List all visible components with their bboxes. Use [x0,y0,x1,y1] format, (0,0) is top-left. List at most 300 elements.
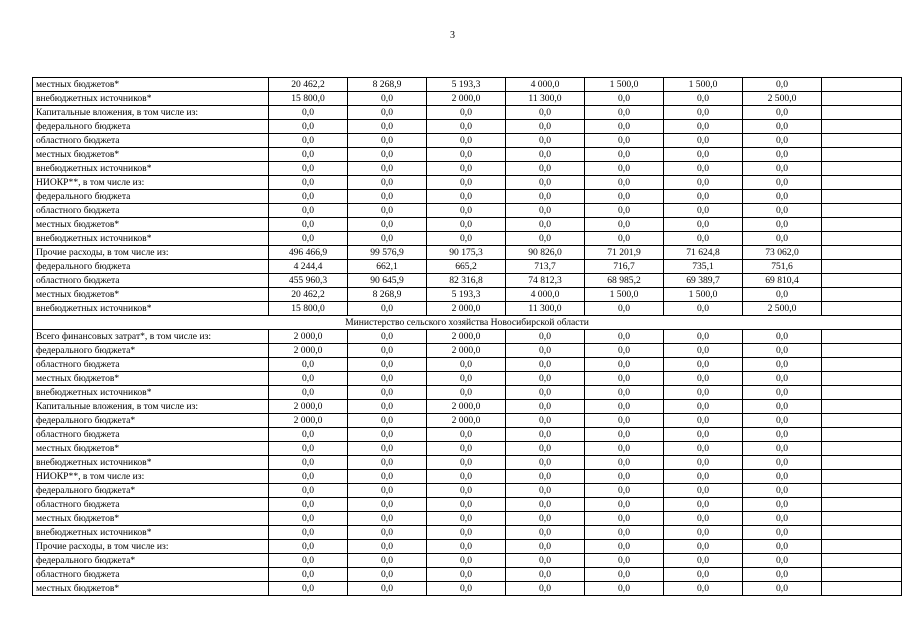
value-cell: 0,0 [427,526,506,540]
table-row [33,554,902,568]
value-cell: 0,0 [664,358,743,372]
row-label: областного бюджета [33,568,269,582]
value-cell: 0,0 [585,358,664,372]
value-cell: 1 500,0 [585,288,664,302]
value-cell: 0,0 [506,414,585,428]
value-cell: 0,0 [269,568,348,582]
row-label: внебюджетных источников* [33,92,269,106]
empty-cell [822,274,902,288]
empty-cell [822,386,902,400]
table-row [33,386,902,400]
value-cell: 0,0 [427,372,506,386]
table-row [33,218,902,232]
value-cell: 0,0 [506,484,585,498]
value-cell: 0,0 [348,190,427,204]
value-cell: 0,0 [743,232,822,246]
value-cell: 0,0 [427,512,506,526]
value-cell: 0,0 [506,106,585,120]
value-cell: 0,0 [743,386,822,400]
value-cell: 0,0 [348,358,427,372]
row-label: внебюджетных источников* [33,162,269,176]
empty-cell [822,330,902,344]
value-cell: 0,0 [585,302,664,316]
table-row [33,106,902,120]
value-cell: 0,0 [427,386,506,400]
value-cell: 69 810,4 [743,274,822,288]
value-cell: 2 000,0 [427,330,506,344]
value-cell: 0,0 [585,442,664,456]
row-label: федерального бюджета* [33,554,269,568]
value-cell: 0,0 [664,190,743,204]
value-cell: 0,0 [664,428,743,442]
value-cell: 0,0 [348,148,427,162]
value-cell: 0,0 [664,302,743,316]
empty-cell [822,260,902,274]
value-cell: 0,0 [348,498,427,512]
value-cell: 0,0 [348,540,427,554]
value-cell: 0,0 [506,386,585,400]
value-cell: 0,0 [348,512,427,526]
value-cell: 0,0 [427,568,506,582]
value-cell: 0,0 [269,540,348,554]
value-cell: 0,0 [664,386,743,400]
value-cell: 2 000,0 [269,344,348,358]
value-cell: 0,0 [743,120,822,134]
value-cell: 0,0 [506,232,585,246]
table-row [33,512,902,526]
table-row [33,400,902,414]
value-cell: 0,0 [269,582,348,596]
table-row [33,148,902,162]
value-cell: 0,0 [585,400,664,414]
value-cell: 0,0 [348,428,427,442]
value-cell: 0,0 [506,400,585,414]
empty-cell [822,148,902,162]
table-row [33,498,902,512]
value-cell: 11 300,0 [506,302,585,316]
value-cell: 4 244,4 [269,260,348,274]
row-label: внебюджетных источников* [33,302,269,316]
empty-cell [822,246,902,260]
value-cell: 0,0 [664,148,743,162]
table-row [33,246,902,260]
value-cell: 0,0 [506,344,585,358]
value-cell: 68 985,2 [585,274,664,288]
value-cell: 0,0 [269,484,348,498]
table-row [33,162,902,176]
row-label: областного бюджета [33,204,269,218]
value-cell: 0,0 [743,442,822,456]
value-cell: 0,0 [506,148,585,162]
value-cell: 0,0 [348,582,427,596]
table-row [33,302,902,316]
value-cell: 0,0 [664,120,743,134]
empty-cell [822,232,902,246]
value-cell: 0,0 [664,456,743,470]
empty-cell [822,526,902,540]
value-cell: 0,0 [506,540,585,554]
value-cell: 0,0 [585,232,664,246]
value-cell: 0,0 [348,372,427,386]
row-label: местных бюджетов* [33,148,269,162]
value-cell: 0,0 [348,92,427,106]
value-cell: 0,0 [585,470,664,484]
empty-cell [822,190,902,204]
value-cell: 0,0 [348,218,427,232]
row-label: внебюджетных источников* [33,456,269,470]
value-cell: 2 500,0 [743,92,822,106]
value-cell: 0,0 [506,190,585,204]
row-label: внебюджетных источников* [33,386,269,400]
value-cell: 0,0 [585,526,664,540]
value-cell: 71 201,9 [585,246,664,260]
value-cell: 662,1 [348,260,427,274]
empty-cell [822,512,902,526]
row-label: местных бюджетов* [33,372,269,386]
value-cell: 0,0 [664,568,743,582]
value-cell: 713,7 [506,260,585,274]
value-cell: 0,0 [585,190,664,204]
value-cell: 0,0 [506,512,585,526]
value-cell: 0,0 [743,190,822,204]
value-cell: 0,0 [664,470,743,484]
value-cell: 0,0 [269,232,348,246]
value-cell: 15 800,0 [269,302,348,316]
empty-cell [822,162,902,176]
empty-cell [822,344,902,358]
table-row [33,288,902,302]
value-cell: 0,0 [743,204,822,218]
table-row [33,232,902,246]
value-cell: 665,2 [427,260,506,274]
value-cell: 0,0 [269,554,348,568]
value-cell: 2 000,0 [427,92,506,106]
value-cell: 0,0 [427,484,506,498]
value-cell: 0,0 [743,400,822,414]
value-cell: 0,0 [348,414,427,428]
value-cell: 0,0 [427,120,506,134]
value-cell: 0,0 [664,344,743,358]
value-cell: 0,0 [506,204,585,218]
table-row [33,456,902,470]
empty-cell [822,442,902,456]
value-cell: 0,0 [348,162,427,176]
value-cell: 0,0 [506,330,585,344]
row-label: областного бюджета [33,134,269,148]
value-cell: 0,0 [743,512,822,526]
value-cell: 0,0 [269,106,348,120]
value-cell: 0,0 [427,218,506,232]
value-cell: 20 462,2 [269,288,348,302]
row-label: внебюджетных источников* [33,526,269,540]
value-cell: 0,0 [506,456,585,470]
value-cell: 0,0 [348,204,427,218]
value-cell: 0,0 [664,218,743,232]
value-cell: 0,0 [269,134,348,148]
value-cell: 0,0 [506,428,585,442]
value-cell: 0,0 [348,442,427,456]
row-label: федерального бюджета* [33,484,269,498]
value-cell: 0,0 [348,232,427,246]
value-cell: 0,0 [664,176,743,190]
value-cell: 0,0 [664,162,743,176]
value-cell: 0,0 [506,526,585,540]
value-cell: 0,0 [585,344,664,358]
value-cell: 0,0 [585,540,664,554]
table-row [33,540,902,554]
table-row [33,526,902,540]
empty-cell [822,92,902,106]
value-cell: 0,0 [269,204,348,218]
value-cell: 0,0 [348,456,427,470]
value-cell: 0,0 [664,484,743,498]
value-cell: 0,0 [743,134,822,148]
value-cell: 0,0 [743,106,822,120]
table-row [33,330,902,344]
row-label: Всего финансовых затрат*, в том числе из: [33,330,269,344]
value-cell: 0,0 [664,204,743,218]
value-cell: 0,0 [664,330,743,344]
value-cell: 11 300,0 [506,92,585,106]
value-cell: 2 000,0 [269,414,348,428]
value-cell: 0,0 [664,372,743,386]
value-cell: 0,0 [664,442,743,456]
value-cell: 4 000,0 [506,288,585,302]
value-cell: 0,0 [585,484,664,498]
value-cell: 0,0 [269,386,348,400]
row-label: областного бюджета [33,274,269,288]
table-row [33,442,902,456]
value-cell: 90 645,9 [348,274,427,288]
table-row [33,204,902,218]
table-row [33,470,902,484]
value-cell: 0,0 [506,582,585,596]
value-cell: 99 576,9 [348,246,427,260]
value-cell: 0,0 [348,344,427,358]
value-cell: 0,0 [585,372,664,386]
value-cell: 0,0 [664,554,743,568]
value-cell: 0,0 [348,330,427,344]
value-cell: 0,0 [427,106,506,120]
value-cell: 0,0 [506,120,585,134]
value-cell: 0,0 [427,456,506,470]
value-cell: 0,0 [269,512,348,526]
budget-table [32,77,902,596]
empty-cell [822,120,902,134]
value-cell: 1 500,0 [664,288,743,302]
value-cell: 0,0 [427,190,506,204]
value-cell: 0,0 [269,190,348,204]
row-label: федерального бюджета [33,120,269,134]
value-cell: 0,0 [743,330,822,344]
value-cell: 0,0 [427,204,506,218]
empty-cell [822,106,902,120]
value-cell: 74 812,3 [506,274,585,288]
empty-cell [822,288,902,302]
row-label: федерального бюджета* [33,414,269,428]
value-cell: 0,0 [506,498,585,512]
value-cell: 0,0 [348,106,427,120]
value-cell: 0,0 [427,232,506,246]
value-cell: 0,0 [427,498,506,512]
value-cell: 0,0 [269,428,348,442]
value-cell: 5 193,3 [427,288,506,302]
value-cell: 0,0 [585,218,664,232]
row-label: Капитальные вложения, в том числе из: [33,106,269,120]
value-cell: 0,0 [585,456,664,470]
value-cell: 0,0 [664,232,743,246]
value-cell: 0,0 [506,568,585,582]
value-cell: 0,0 [585,582,664,596]
value-cell: 73 062,0 [743,246,822,260]
value-cell: 0,0 [427,470,506,484]
row-label: местных бюджетов* [33,218,269,232]
table-row [33,120,902,134]
value-cell: 0,0 [427,134,506,148]
value-cell: 0,0 [743,498,822,512]
value-cell: 0,0 [506,358,585,372]
value-cell: 0,0 [664,498,743,512]
table-row [33,568,902,582]
table-row [33,176,902,190]
section-title: Министерство сельского хозяйства Новосибирской области [33,316,902,330]
value-cell: 1 500,0 [664,78,743,92]
empty-cell [822,218,902,232]
value-cell: 0,0 [269,358,348,372]
table-row [33,92,902,106]
value-cell: 0,0 [427,176,506,190]
empty-cell [822,456,902,470]
value-cell: 0,0 [664,92,743,106]
value-cell: 0,0 [743,288,822,302]
value-cell: 0,0 [743,554,822,568]
value-cell: 0,0 [585,554,664,568]
value-cell: 0,0 [348,526,427,540]
value-cell: 0,0 [743,78,822,92]
value-cell: 0,0 [427,540,506,554]
row-label: местных бюджетов* [33,288,269,302]
empty-cell [822,302,902,316]
value-cell: 69 389,7 [664,274,743,288]
value-cell: 0,0 [427,358,506,372]
value-cell: 0,0 [664,134,743,148]
empty-cell [822,372,902,386]
empty-cell [822,470,902,484]
row-label: местных бюджетов* [33,442,269,456]
table-row [33,344,902,358]
row-label: местных бюджетов* [33,582,269,596]
empty-cell [822,428,902,442]
value-cell: 0,0 [743,526,822,540]
value-cell: 0,0 [348,400,427,414]
value-cell: 0,0 [427,554,506,568]
value-cell: 0,0 [585,512,664,526]
value-cell: 0,0 [664,540,743,554]
value-cell: 0,0 [269,120,348,134]
table-row [33,78,902,92]
value-cell: 2 000,0 [269,400,348,414]
value-cell: 0,0 [427,148,506,162]
value-cell: 0,0 [348,484,427,498]
value-cell: 0,0 [585,414,664,428]
value-cell: 0,0 [585,176,664,190]
value-cell: 0,0 [743,148,822,162]
value-cell: 0,0 [506,162,585,176]
value-cell: 0,0 [664,582,743,596]
value-cell: 0,0 [743,540,822,554]
value-cell: 0,0 [585,120,664,134]
empty-cell [822,78,902,92]
empty-cell [822,540,902,554]
value-cell: 0,0 [348,568,427,582]
value-cell: 0,0 [743,456,822,470]
value-cell: 0,0 [585,162,664,176]
value-cell: 0,0 [743,358,822,372]
value-cell: 0,0 [743,568,822,582]
value-cell: 0,0 [743,428,822,442]
value-cell: 0,0 [585,106,664,120]
value-cell: 735,1 [664,260,743,274]
value-cell: 0,0 [506,554,585,568]
value-cell: 0,0 [348,386,427,400]
row-label: внебюджетных источников* [33,232,269,246]
empty-cell [822,204,902,218]
value-cell: 0,0 [664,512,743,526]
empty-cell [822,554,902,568]
value-cell: 0,0 [506,442,585,456]
value-cell: 0,0 [348,134,427,148]
empty-cell [822,484,902,498]
value-cell: 90 826,0 [506,246,585,260]
empty-cell [822,568,902,582]
value-cell: 0,0 [269,176,348,190]
value-cell: 71 624,8 [664,246,743,260]
value-cell: 0,0 [269,372,348,386]
row-label: НИОКР**, в том числе из: [33,176,269,190]
table-row [33,414,902,428]
value-cell: 20 462,2 [269,78,348,92]
value-cell: 5 193,3 [427,78,506,92]
value-cell: 0,0 [743,344,822,358]
value-cell: 716,7 [585,260,664,274]
value-cell: 2 000,0 [269,330,348,344]
empty-cell [822,176,902,190]
value-cell: 455 960,3 [269,274,348,288]
value-cell: 0,0 [269,456,348,470]
table-row [33,428,902,442]
value-cell: 0,0 [348,176,427,190]
value-cell: 2 000,0 [427,414,506,428]
empty-cell [822,358,902,372]
row-label: Прочие расходы, в том числе из: [33,246,269,260]
value-cell: 0,0 [348,470,427,484]
value-cell: 0,0 [269,442,348,456]
value-cell: 0,0 [585,386,664,400]
value-cell: 90 175,3 [427,246,506,260]
value-cell: 0,0 [743,470,822,484]
value-cell: 0,0 [743,372,822,386]
value-cell: 0,0 [427,428,506,442]
empty-cell [822,498,902,512]
value-cell: 0,0 [269,218,348,232]
value-cell: 0,0 [506,470,585,484]
value-cell: 0,0 [585,330,664,344]
empty-cell [822,582,902,596]
empty-cell [822,134,902,148]
value-cell: 0,0 [743,414,822,428]
value-cell: 2 000,0 [427,344,506,358]
value-cell: 2 000,0 [427,302,506,316]
